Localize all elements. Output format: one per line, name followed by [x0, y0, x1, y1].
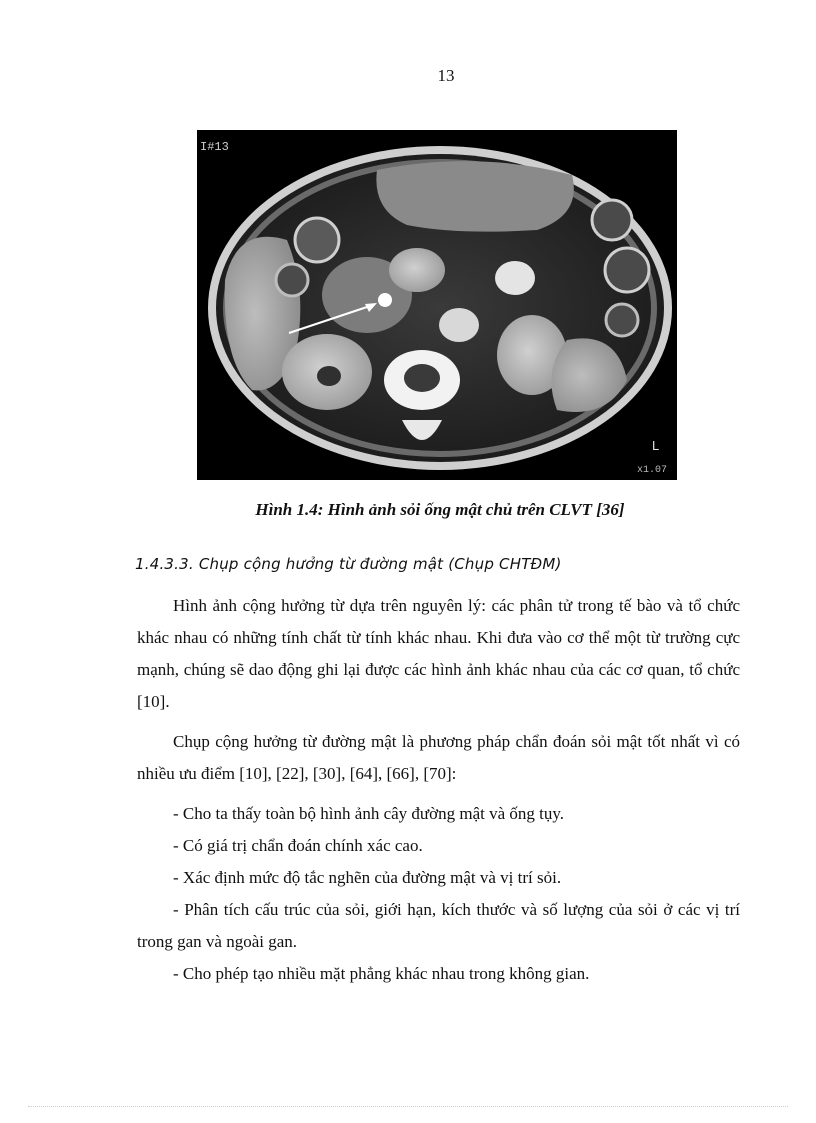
list-item: - Cho ta thấy toàn bộ hình ảnh cây đường mật và ống tụy. [173, 804, 565, 823]
list-item: - Phân tích cấu trúc của sỏi, giới hạn, kích thước và số lượng của sỏi ở các vị trí trong gan và ngoài gan. [137, 900, 740, 951]
page-footer-divider [28, 1106, 788, 1107]
ct-scan-image [197, 130, 677, 480]
section-heading: 1.4.3.3. Chụp cộng hưởng từ đường mật (Chụp CHTĐM) [135, 555, 562, 573]
overlay-side-marker: L [652, 438, 660, 453]
paragraph-mri-principle: Hình ảnh cộng hưởng từ dựa trên nguyên lý: các phân tử trong tế bào và tổ chức khác nhau có những tính chất từ tính khác nhau. Khi đưa vào cơ thể một từ trường cực mạnh, chúng sẽ dao động ghi lại được các hình ảnh khác nhau của các cơ quan, tổ chức [10]. [137, 596, 740, 711]
body-text [137, 590, 740, 990]
list-item: - Xác định mức độ tắc nghẽn của đường mật và vị trí sỏi. [173, 868, 562, 887]
list-item: - Cho phép tạo nhiều mặt phẳng khác nhau trong không gian. [173, 964, 590, 983]
figure-caption: Hình 1.4: Hình ảnh sỏi ống mật chủ trên CLVT [36] [255, 500, 625, 519]
list-item: - Có giá trị chẩn đoán chính xác cao. [173, 836, 423, 855]
overlay-bottom-right: x1.07 [637, 465, 668, 476]
page-number: 13 [437, 66, 455, 85]
overlay-top-left: I#13 [200, 140, 229, 154]
paragraph-mrcp-advantages: Chụp cộng hưởng từ đường mật là phương pháp chẩn đoán sỏi mật tốt nhất vì có nhiều ưu điểm [10], [22], [30], [64], [66], [70]: [137, 732, 740, 783]
